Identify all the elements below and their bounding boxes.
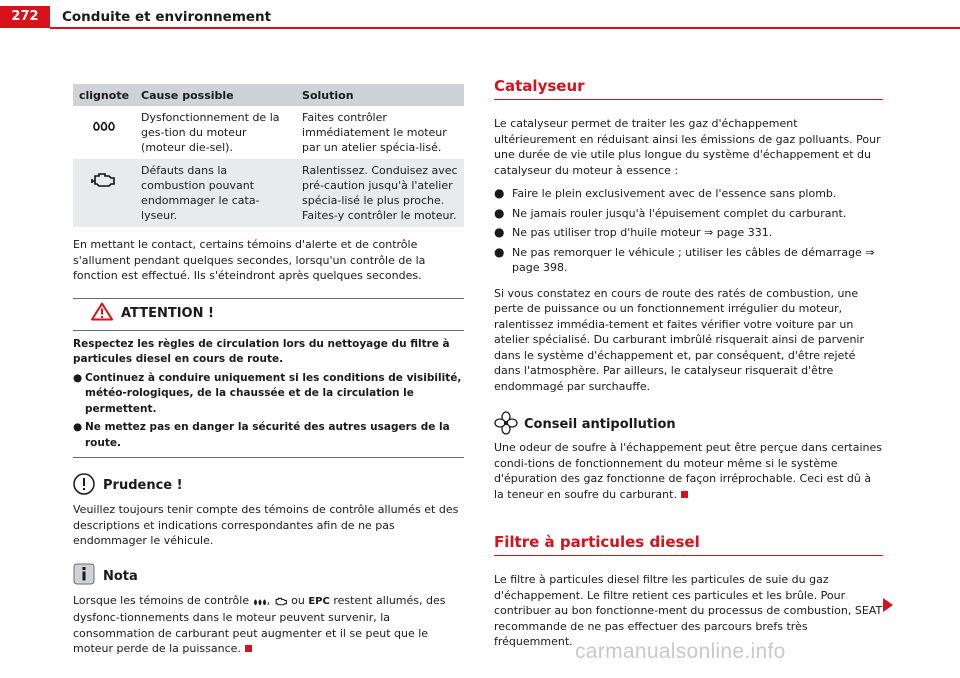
note-sep: , (266, 593, 271, 607)
caution-icon (73, 473, 95, 500)
page-header (0, 0, 960, 32)
preheat-lamp-icon (253, 595, 267, 611)
chapter-title: Conduite et environnement (62, 9, 272, 25)
left-column (73, 84, 464, 657)
end-of-section-mark (245, 645, 252, 652)
catalyst-paragraph: Si vous constatez en cours de route des ratés de combustion, une perte de puissance ou un fonctionnement irrégulier du moteur, ralentissez immédia-tement et faites vérifier votre voiture par un atelier spécialisé. Du carburant imbrûlé risquerait ainsi de parvenir dans le système d'échappement et, par conséquent, d'être rejeté dans l'atmosphère. Par ailleurs, le catalyseur risquerait d'être endommagé par surchauffe. (494, 286, 864, 393)
bullet-icon: ● (494, 225, 505, 239)
bullet-text: Ne pas utiliser trop d'huile moteur ⇒ page 331. (512, 226, 773, 239)
bullet-text: Ne jamais rouler jusqu'à l'épuisement complet du carburant. (512, 206, 847, 220)
warning-triangle-icon (91, 302, 113, 326)
bullet-icon: ● (73, 421, 83, 433)
end-of-section-mark (681, 491, 688, 498)
table-icon-cell (73, 159, 135, 227)
table-header-row (73, 84, 464, 106)
table-row (73, 159, 464, 227)
bullet-icon: ● (494, 205, 505, 220)
engine-icon (274, 595, 288, 611)
bullet-text: Ne pas remorquer le véhicule ; utiliser les câbles de démarrage ⇒ page 398. (512, 245, 875, 274)
eco-title: Conseil antipollution (524, 417, 676, 433)
watermark: carmanualsonline.info (575, 640, 786, 663)
catalyst-list (494, 186, 883, 276)
attention-bullet: Continuez à conduire uniquement si les conditions de visibilité, météo-rologiques, de la chaussée et de la circulation le permettent. (85, 371, 462, 415)
table-header-cell: clignote (73, 84, 135, 106)
section-title-catalyst: Catalyseur (494, 76, 883, 100)
caution-notice (73, 474, 464, 549)
table-cell-cause: Dysfonctionnement de la ges-tion du moteur (moteur die-sel). (135, 106, 296, 159)
attention-title: ATTENTION ! (121, 306, 214, 322)
eco-text-body: Une odeur de soufre à l'échappement peut être perçue dans certaines condi-tions de fonctionnement du moteur même si le système d'épuration des gaz fonctionne de façon irréprochable. Ceci est dû à la teneur en soufre du carburant. (494, 441, 883, 501)
attention-header (73, 299, 464, 331)
note-header (73, 565, 464, 589)
bullet-icon: ● (73, 371, 83, 384)
section-title-dpf: Filtre à particules diesel (494, 532, 883, 556)
note-sep: ou (291, 593, 305, 607)
table-header-cell: Solution (296, 84, 464, 106)
note-text-b: restent allumés, des dysfonc-tionnements dans le moteur peuvent survenir, la consommation de carburant peut augmenter et il se peut que le moteur perde de la puissance. (73, 593, 446, 655)
list-item (494, 225, 883, 241)
attention-bullet: Ne mettez pas en danger la sécurité des autres usagers de la route. (85, 421, 450, 449)
note-title: Nota (103, 568, 138, 584)
list-item (73, 420, 464, 451)
caution-header (73, 474, 464, 498)
bullet-icon: ● (494, 186, 505, 200)
note-notice (73, 565, 464, 657)
caution-title: Prudence ! (103, 478, 183, 494)
continue-arrow-icon (883, 598, 893, 612)
page-number: 272 (0, 6, 50, 28)
bullet-text: Faire le plein exclusivement avec de l'essence sans plomb. (512, 187, 837, 200)
catalyst-intro: Le catalyseur permet de traiter les gaz d'échappement ultérieurement en réduisant ainsi les émissions de gaz polluants. Pour une durée de vie utile plus longue du système d'échappement et du catalyseur du moteur à essence : (494, 117, 881, 177)
engine-icon (91, 177, 117, 190)
list-item (73, 371, 464, 418)
eco-text (494, 440, 883, 502)
list-item (494, 186, 883, 202)
table-row (73, 106, 464, 159)
table-icon-cell (73, 106, 135, 159)
list-item (494, 206, 883, 222)
note-text (73, 593, 464, 657)
table-cell-solution: Ralentissez. Conduisez avec pré-caution jusqu'à l'atelier spécia-lisé le plus proche. Faites-y contrôler le moteur. (296, 159, 464, 227)
info-icon (73, 563, 95, 590)
table-cell-cause: Défauts dans la combustion pouvant endommager le cata-lyseur. (135, 159, 296, 227)
table-header-cell: Cause possible (135, 84, 296, 106)
caution-text: Veuillez toujours tenir compte des témoins de contrôle allumés et des descriptions et indications correspondantes afin de ne pas endommager le véhicule. (73, 503, 459, 547)
attention-box (73, 298, 464, 459)
header-rule (50, 27, 960, 29)
note-text-a: Lorsque les témoins de contrôle (73, 593, 250, 607)
warning-light-table (73, 84, 464, 227)
bullet-icon: ● (494, 244, 505, 259)
dpf-text: Le filtre à particules diesel filtre les particules de suie du gaz d'échappement. Le filtre retient ces particules et les brûle. Pour contribuer au bon fonctionne-ment du processus de combustion, SEAT recommande de ne pas effectuer des parcours brefs très fréquemment. (494, 573, 883, 648)
attention-body (73, 331, 464, 458)
list-item (494, 245, 883, 276)
intro-paragraph: En mettant le contact, certains témoins d'alerte et de contrôle s'allument pendant quelques secondes, lorsqu'un contrôle de la fonction est effectué. Ils s'éteindront après quelques secondes. (73, 238, 426, 282)
attention-lead: Respectez les règles de circulation lors du nettoyage du filtre à particules diesel en cours de route. (73, 337, 450, 365)
table-cell-solution: Faites contrôler immédiatement le moteur par un atelier spécia-lisé. (296, 106, 464, 159)
epc-label: EPC (308, 595, 330, 607)
eco-header (494, 412, 883, 438)
right-column (494, 76, 883, 650)
flower-icon (494, 411, 518, 440)
glow-plug-icon (92, 122, 116, 135)
